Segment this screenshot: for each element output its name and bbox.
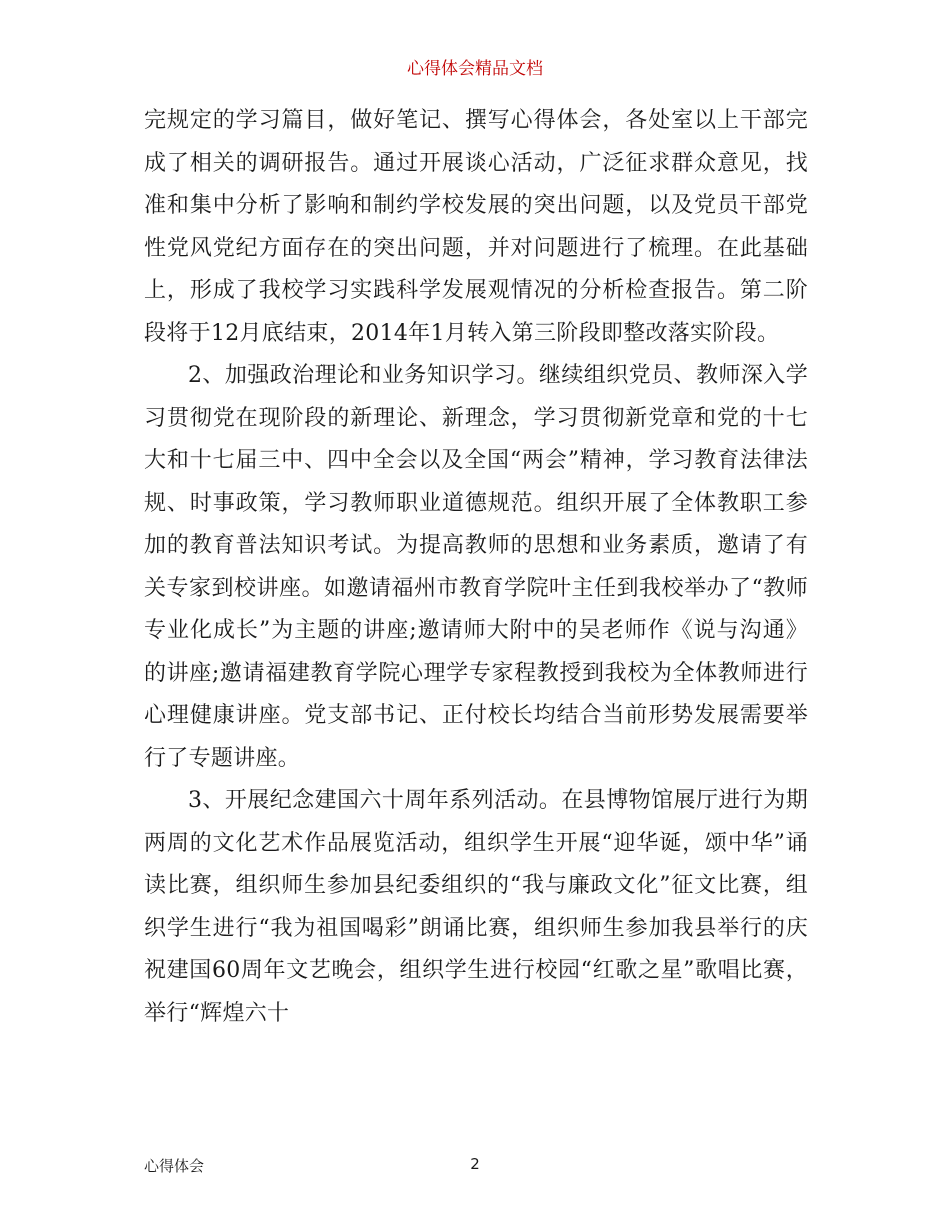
footer-label: 心得体会 [144, 1157, 205, 1175]
paragraph-item-3: 3、开展纪念建国六十周年系列活动。在县博物馆展厅进行为期两周的文化艺术作品展览活动，组织学生开展“迎华诞，颂中华”诵读比赛，组织师生参加县纪委组织的“我与廉政文化”征文比赛，组织学生进行“我为祖国喝彩”朗诵比赛，组织师生参加我县举行的庆祝建国60周年文艺晚会，组织学生进行校园“红歌之星”歌唱比赛，举行“辉煌六十 [144, 788, 808, 1026]
document-header-title: 心得体会精品文档 [407, 59, 543, 79]
page-number: 2 [470, 1155, 480, 1173]
paragraph-continuation: 完规定的学习篇目，做好笔记、撰写心得体会，各处室以上干部完成了相关的调研报告。通过开展谈心活动，广泛征求群众意见，找准和集中分析了影响和制约学校发展的突出问题，以及党员干部党性党风党纪方面存在的突出问题，并对问题进行了梳理。在此基础上，形成了我校学习实践科学发展观情况的分析检查报告。第二阶段将于12月底结束，2014年1月转入第三阶段即整改落实阶段。 [144, 108, 808, 346]
paragraph-item-2: 2、加强政治理论和业务知识学习。继续组织党员、教师深入学习贯彻党在现阶段的新理论、新理念，学习贯彻新党章和党的十七大和十七届三中、四中全会以及全国“两会”精神，学习教育法律法规、时事政策，学习教师职业道德规范。组织开展了全体教职工参加的教育普法知识考试。为提高教师的思想和业务素质，邀请了有关专家到校讲座。如邀请福州市教育学院叶主任到我校举办了“教师专业化成长”为主题的讲座;邀请师大附中的吴老师作《说与沟通》的讲座;邀请福建教育学院心理学专家程教授到我校为全体教师进行心理健康讲座。党支部书记、正付校长均结合当前形势发展需要举行了专题讲座。 [144, 363, 808, 771]
document-body [144, 100, 808, 1035]
